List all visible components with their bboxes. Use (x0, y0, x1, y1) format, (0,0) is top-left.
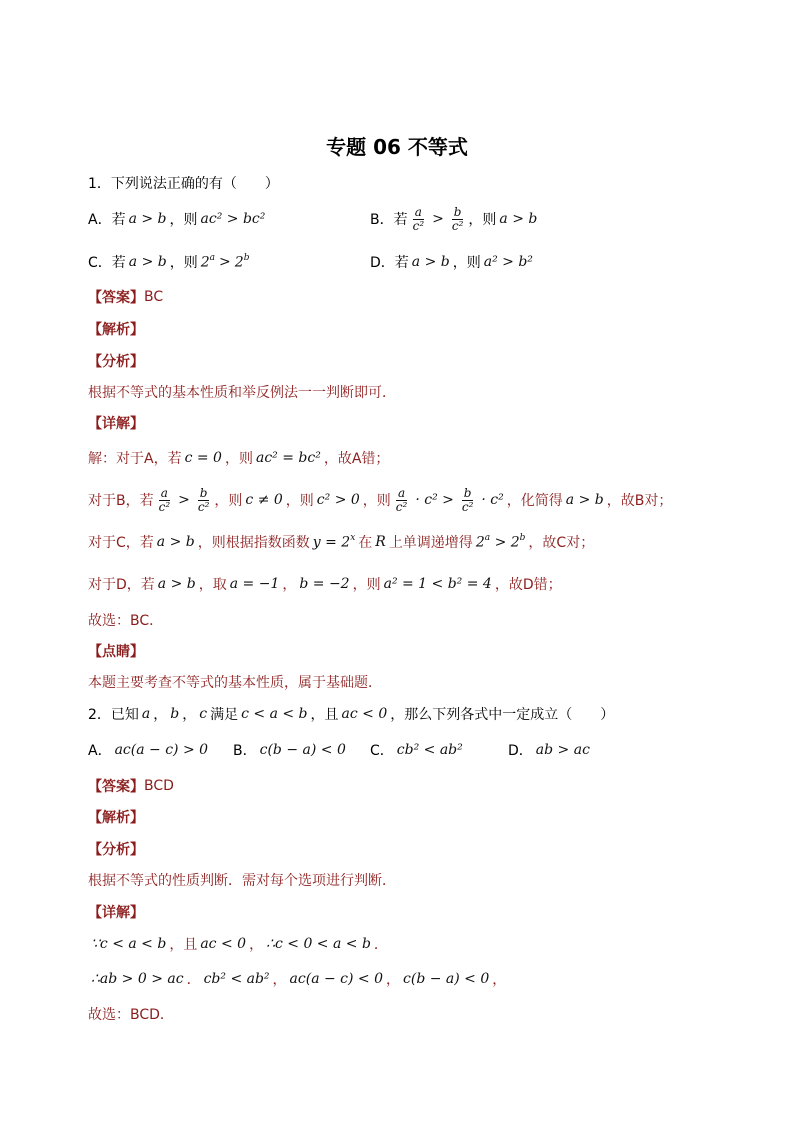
math-expression: ac < 0 (341, 706, 388, 722)
math-expression: ∴c < 0 < a < b (266, 936, 371, 952)
math-expression: ac(a − c) > 0 (114, 742, 209, 758)
q2-detail-line-2 (88, 961, 506, 997)
math-operator: > (178, 492, 190, 508)
q1-fenxi-label: 【分析】 (88, 354, 144, 370)
q1-option-b (370, 201, 540, 237)
q1-detail-line-4 (88, 566, 562, 602)
q2-fenxi-text: 根据不等式的性质判断．需对每个选项进行判断． (88, 873, 396, 889)
fraction-denominator: c² (461, 499, 474, 514)
answer-label: 【答案】 (88, 779, 144, 795)
math-expression: c(b − a) < 0 (403, 971, 490, 987)
q1-detail-line-1 (88, 440, 389, 476)
text-segment: ，且 (310, 707, 339, 723)
q1-dianjing-text: 本题主要考查不等式的基本性质，属于基础题． (88, 675, 382, 691)
math-expression: ac² > bc² (200, 211, 266, 227)
answer-label: 【答案】 (88, 290, 144, 306)
exponent: x (350, 532, 356, 543)
option-label: B． (233, 743, 257, 759)
exponent: a (209, 252, 216, 263)
fraction-numerator: b (463, 485, 472, 500)
text-segment: 解：对于A，若 (88, 451, 182, 467)
text-segment: ，则 (362, 493, 391, 509)
text-segment: 满足 (210, 707, 239, 723)
math-expression: a² = 1 < b² = 4 (383, 576, 492, 592)
option-label: B．若 (370, 212, 408, 228)
math-expression: b = −2 (299, 576, 350, 592)
text-segment: ，故D错； (494, 577, 562, 593)
math-expression: c² > 0 (316, 492, 360, 508)
math-expression: ∴ab > 0 > ac (91, 971, 184, 987)
exponent: a (484, 532, 491, 543)
math-expression: a > b (157, 576, 196, 592)
fraction-denominator: c² (412, 218, 425, 233)
text-segment: ，故C对； (528, 535, 595, 551)
text-segment: ，则 (452, 255, 481, 271)
question-2-stem (88, 696, 614, 732)
power-base: 2 (475, 534, 485, 551)
answer-value: BCD (144, 778, 174, 794)
text-segment: ，则 (224, 451, 253, 467)
math-expression: c < a < b (241, 706, 308, 722)
fraction (394, 487, 410, 514)
option-label: D． (508, 743, 533, 759)
math-expression: · c² > (415, 492, 454, 508)
text-segment: ，取 (198, 577, 227, 593)
text-segment: ，则 (468, 212, 497, 228)
math-expression: ac(a − c) < 0 (289, 971, 384, 987)
math-expression: a² > b² (483, 254, 533, 270)
q1-option-a (88, 201, 268, 237)
text-segment: ，且 (169, 937, 198, 953)
q1-option-c (88, 244, 252, 280)
exponent: b (519, 532, 526, 543)
math-text: > 2 (494, 534, 520, 551)
math-expression: a = −1 (229, 576, 280, 592)
text-segment: ，则 (169, 212, 198, 228)
fraction-numerator: a (414, 204, 422, 219)
fraction (460, 487, 476, 514)
q1-xiangjie-label: 【详解】 (88, 416, 144, 432)
text-segment: ． (186, 972, 201, 988)
exponent: b (243, 252, 250, 263)
q1-jiexi-label: 【解析】 (88, 322, 144, 338)
text-segment: ， (386, 972, 401, 988)
math-expression: a > b (411, 254, 450, 270)
q2-option-d (508, 732, 593, 768)
text-segment: ， (492, 972, 507, 988)
math-expression: a > b (499, 211, 538, 227)
text-segment: 上单调递增得 (388, 535, 473, 551)
text-segment: ，则根据指数函数 (197, 535, 310, 551)
math-expression: c(b − a) < 0 (259, 742, 346, 758)
math-expression: a > b (156, 534, 195, 550)
question-1-stem: 1．下列说法正确的有（ ） (88, 176, 279, 192)
q2-xiangjie-label: 【详解】 (88, 905, 144, 921)
text-segment: 对于B，若 (88, 493, 154, 509)
q1-option-d (370, 244, 536, 280)
q2-detail-line-1 (88, 926, 388, 962)
fraction-denominator: c² (451, 218, 464, 233)
text-segment: ， (249, 937, 264, 953)
text-segment: ，则 (285, 493, 314, 509)
text-segment: ． (373, 937, 388, 953)
power-base: 2 (234, 254, 244, 271)
q1-conclusion: 故选：BC． (88, 613, 164, 629)
fraction (196, 487, 212, 514)
text-segment: ，则 (214, 493, 243, 509)
text-segment: ，化简得 (506, 493, 563, 509)
fraction-numerator: a (397, 485, 406, 500)
math-expression: ac² = bc² (255, 450, 321, 466)
q2-jiexi-label: 【解析】 (88, 810, 144, 826)
math-expression: c (199, 706, 208, 722)
text-segment: 对于C，若 (88, 535, 154, 551)
math-expression: c = 0 (184, 450, 222, 466)
math-expression: a (141, 706, 151, 722)
text-segment: 2．已知 (88, 707, 139, 723)
text-segment: ，故A错； (323, 451, 390, 467)
power-base: 2 (200, 254, 210, 271)
math-expression: ac < 0 (200, 936, 247, 952)
math-expression: c ≠ 0 (245, 492, 283, 508)
math-text: y = 2 (312, 534, 351, 551)
q1-answer (88, 279, 163, 315)
math-expression: · c² (481, 492, 504, 508)
math-operator: > (219, 254, 231, 271)
text-segment: ， (272, 972, 287, 988)
q2-option-a (88, 732, 211, 768)
text-segment: ， (282, 577, 297, 593)
math-expression: cb² < ab² (203, 971, 270, 987)
q1-detail-line-3 (88, 524, 594, 560)
q1-dianjing-label: 【点睛】 (88, 644, 144, 660)
math-expression: R (375, 534, 386, 550)
math-expression: a > b (565, 492, 604, 508)
text-segment: ，故B对； (606, 493, 673, 509)
fraction-denominator: c² (395, 499, 408, 514)
q1-detail-line-2 (88, 482, 672, 518)
math-expression: ab > ac (535, 742, 590, 758)
fraction-numerator: a (160, 485, 168, 500)
math-expression: a > b (128, 211, 167, 227)
option-label: C．若 (88, 255, 126, 271)
q2-option-b (233, 732, 349, 768)
page-title: 专题 06 不等式 (326, 135, 468, 159)
text-segment: ，则 (169, 255, 198, 271)
fraction-denominator: c² (197, 499, 210, 514)
q2-option-c (370, 732, 466, 768)
q2-conclusion: 故选：BCD． (88, 1007, 174, 1023)
math-expression: ∵c < a < b (91, 936, 167, 952)
q1-fenxi-text: 根据不等式的基本性质和举反例法一一判断即可． (88, 385, 396, 401)
text-segment: ， (153, 707, 168, 723)
option-label: A． (88, 743, 112, 759)
power-expression (201, 254, 250, 271)
text-segment: ， (182, 707, 197, 723)
fraction (411, 206, 427, 233)
fraction-denominator: c² (158, 499, 171, 514)
fraction (450, 206, 466, 233)
fraction (157, 487, 173, 514)
math-expression: b (170, 706, 180, 722)
math-expression: cb² < ab² (396, 742, 463, 758)
math-operator: > (432, 211, 444, 227)
option-label: C． (370, 743, 394, 759)
text-segment: ，那么下列各式中一定成立（ ） (390, 707, 615, 723)
text-segment: 对于D，若 (88, 577, 155, 593)
fraction-numerator: b (453, 204, 462, 219)
text-segment: ，则 (352, 577, 381, 593)
answer-value: BC (144, 289, 164, 305)
math-expression: a > b (128, 254, 167, 270)
q2-fenxi-label: 【分析】 (88, 842, 144, 858)
option-label: D．若 (370, 255, 409, 271)
option-label: A．若 (88, 212, 126, 228)
text-segment: 在 (358, 535, 373, 551)
fraction-numerator: b (199, 485, 208, 500)
power-expression (313, 534, 356, 551)
power-expression (476, 534, 526, 551)
